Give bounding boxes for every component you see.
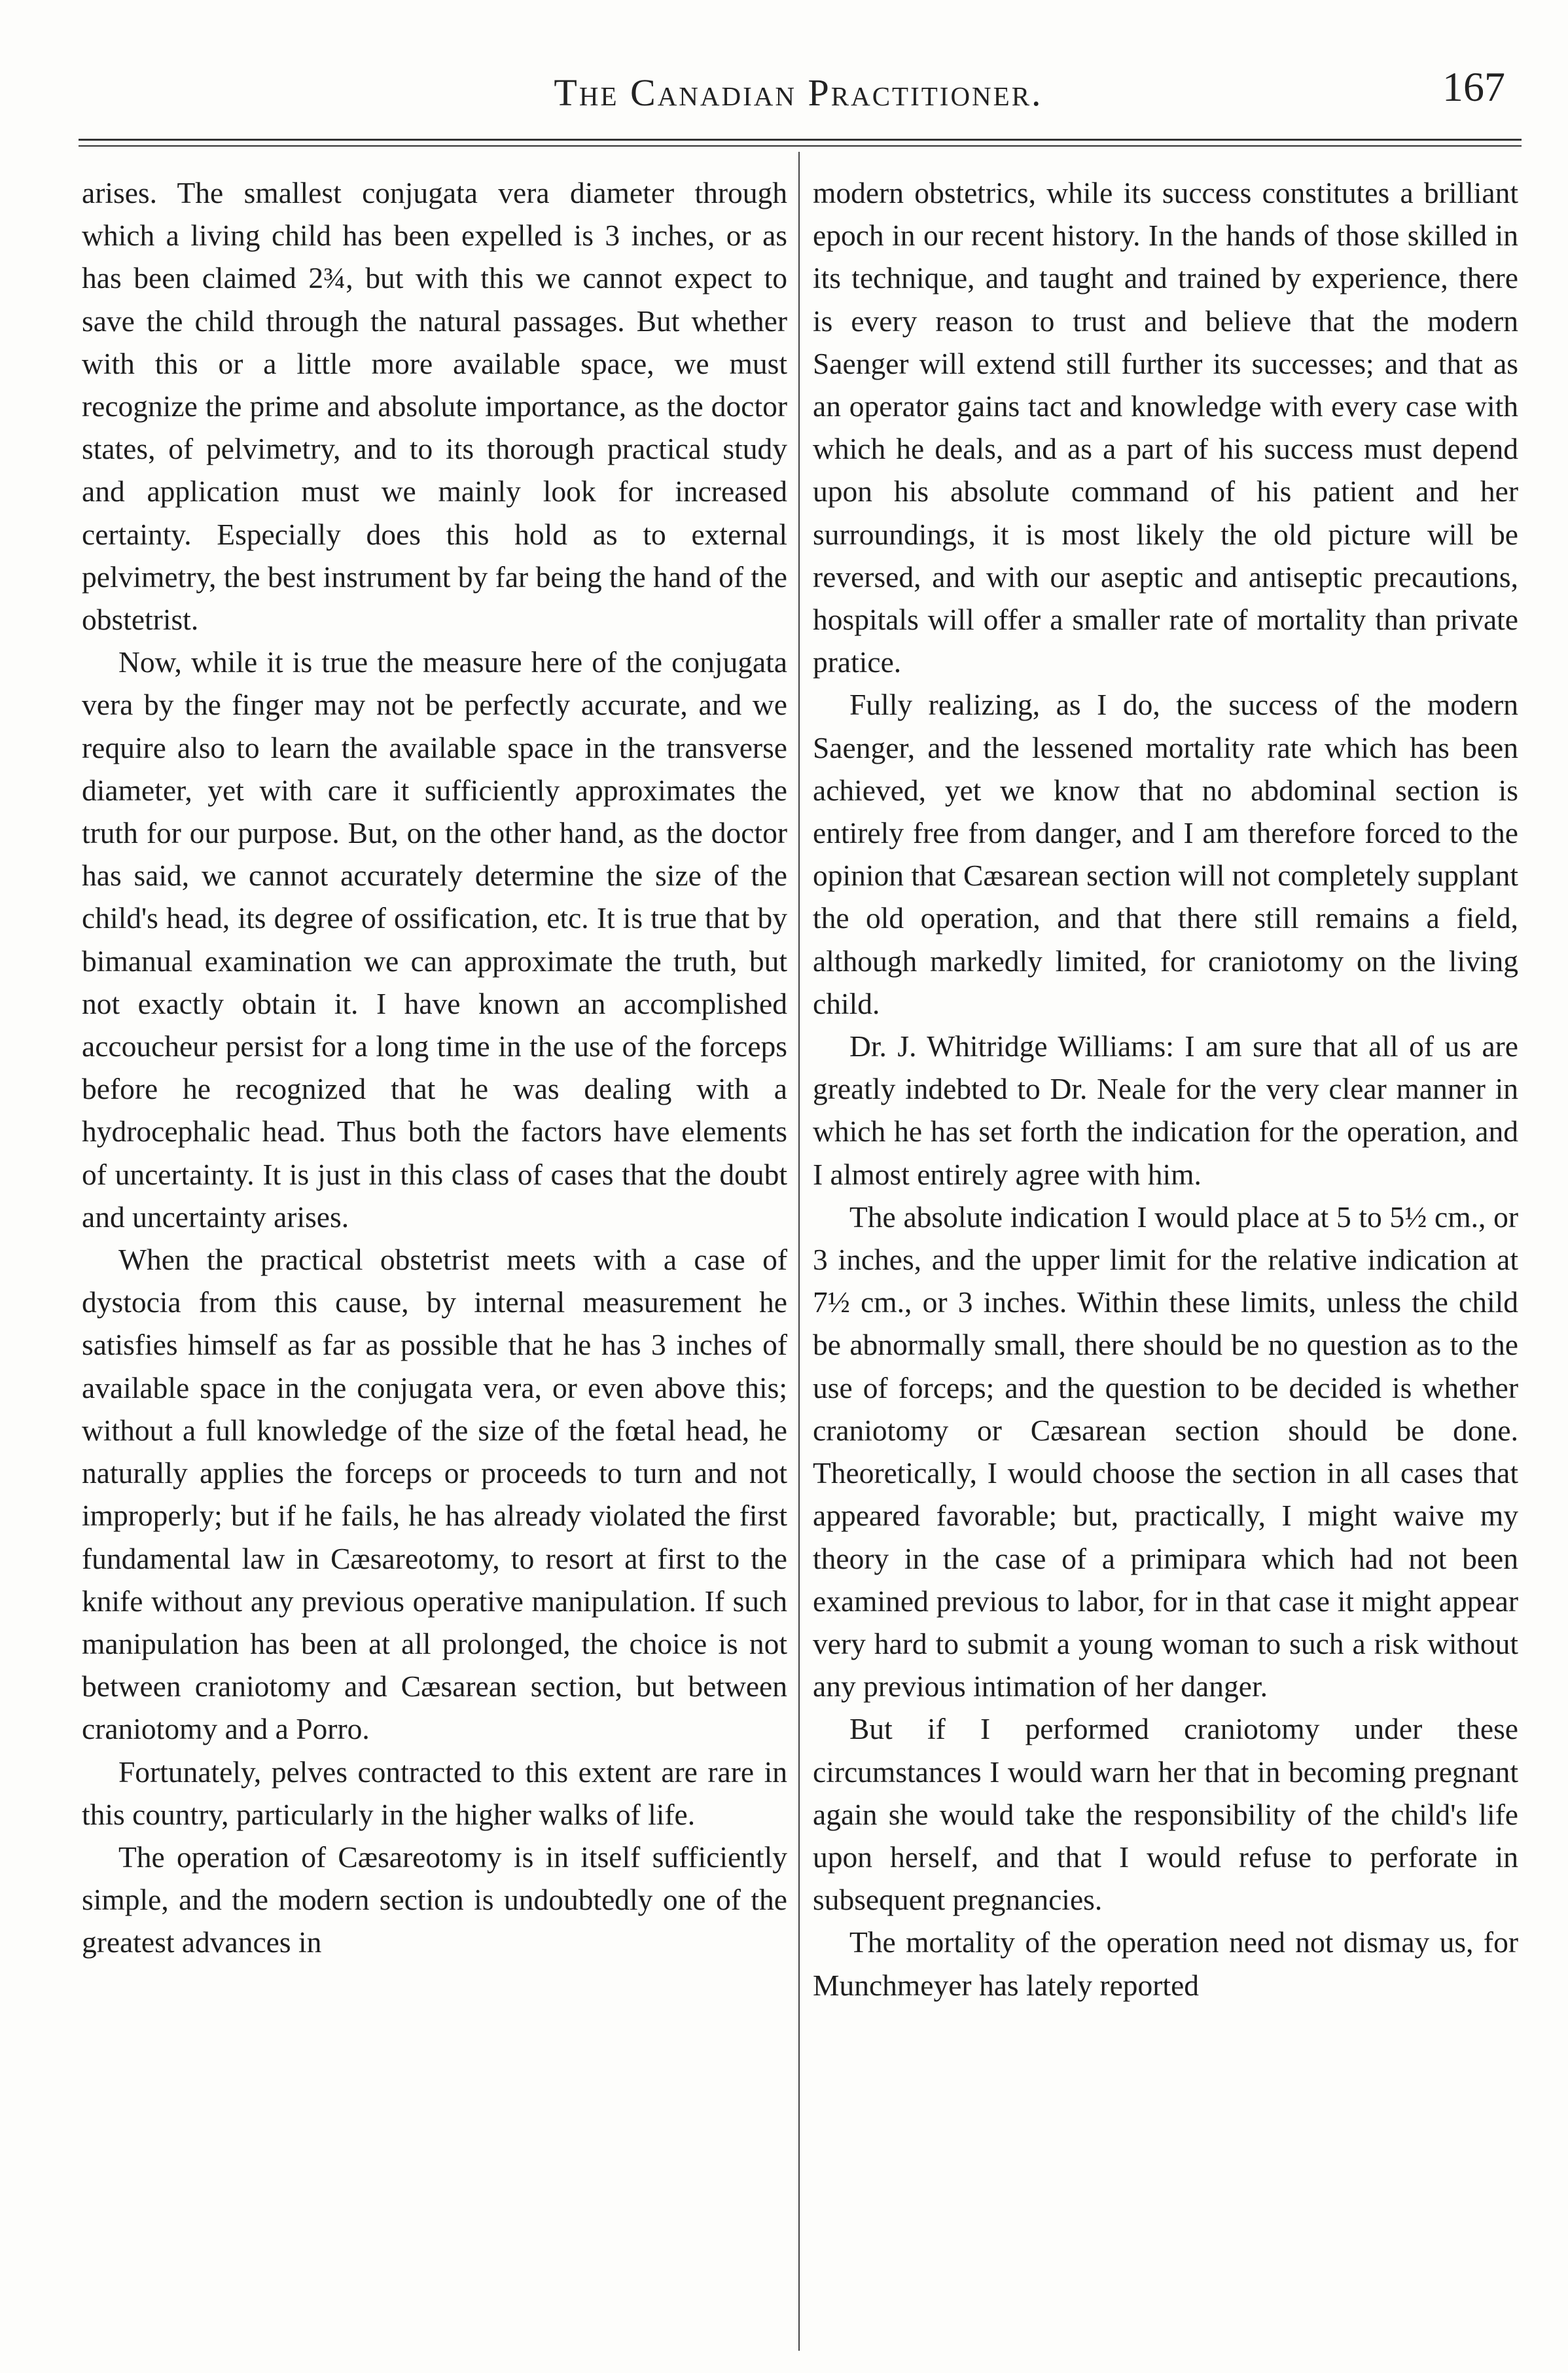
paragraph: modern obstetrics, while its success constitutes a brilliant epoch in our recent history. In the hands of those skilled in its technique, and taught and trained by experience, there is every reason to trust and believe that the modern Saenger will extend still further its successes; and that as an operator gains tact and knowledge with every case with which he deals, and as a part of his success must depend upon his absolute command of his patient and her surroundings, it is most likely the old picture will be reversed, and with our aseptic and antiseptic precautions, hospitals will offer a smaller rate of mortality than private pratice. — [813, 176, 1518, 679]
paragraph: The mortality of the operation need not dismay us, for Munchmeyer has lately reported — [813, 1925, 1518, 2002]
paragraph: The absolute indication I would place at 5 to 5½ cm., or 3 inches, and the upper limit for the relative indication at 7½ cm., or 3 inches. Within these limits, unless the child be abnormally small, there should be no question as to the use of forceps; and the question to be decided is whether craniotomy or Cæsarean section should be done. Theoretically, I would choose the section in all cases that appeared favorable; but, practically, I might waive my theory in the case of a primipara which had not been examined previous to labor, for in that case it might appear very hard to submit a young woman to such a risk without any previous intimation of her danger. — [813, 1200, 1518, 1704]
paragraph: Dr. J. Whitridge Williams: I am sure that all of us are greatly indebted to Dr. Neale for the very clear manner in which he has set forth the indication for the operation, and I almost entirely agree with him. — [813, 1029, 1518, 1191]
paragraph: The operation of Cæsareotomy is in itself sufficiently simple, and the modern section is undoubtedly one of the greatest advances in — [82, 1840, 787, 1959]
left-column — [82, 171, 787, 1964]
column-divider — [798, 152, 800, 2351]
header-rule-bottom — [79, 145, 1522, 147]
running-head — [79, 63, 1518, 130]
right-column — [813, 171, 1518, 2007]
header-rule-top — [79, 139, 1522, 141]
paragraph: Now, while it is true the measure here of the conjugata vera by the finger may not be perfectly accurate, and we require also to learn the available space in the transverse diameter, yet with care it sufficiently approximates the truth for our purpose. But, on the other hand, as the doctor has said, we cannot accurately determine the size of the child's head, its degree of ossification, etc. It is true that by bimanual examination we can approximate the truth, but not exactly obtain it. I have known an accomplished accoucheur persist for a long time in the use of the forceps before he recognized that he was dealing with a hydrocephalic head. Thus both the factors have elements of uncertainty. It is just in this class of cases that the doubt and uncertainty arises. — [82, 645, 787, 1234]
journal-title: The Canadian Practitioner. — [554, 71, 1043, 114]
paragraph: When the practical obstetrist meets with a case of dystocia from this cause, by internal measurement he satisfies himself as far as possible that he has 3 inches of available space in the conjugata vera, or even above this; without a full knowledge of the size of the fœtal head, he naturally applies the forceps or proceeds to turn and not improperly; but if he fails, he has already violated the first fundamental law in Cæsareotomy, to resort at first to the knife without any previous operative manipulation. If such manipulation has been at all prolonged, the choice is not between craniotomy and Cæsarean section, but between craniotomy and a Porro. — [82, 1243, 787, 1746]
page-number: 167 — [1442, 63, 1505, 110]
paragraph: arises. The smallest conjugata vera diameter through which a living child has been expelled is 3 inches, or as has been claimed 2¾, but with this we cannot expect to save the child through the natural passages. But whether with this or a little more available space, we must recognize the prime and absolute importance, as the doctor states, of pelvimetry, and to its thorough practical study and application must we mainly look for increased certainty. Especially does this hold as to external pelvimetry, the best instrument by far being the hand of the obstetrist. — [82, 176, 787, 637]
paragraph: Fortunately, pelves contracted to this extent are rare in this country, particularly in the higher walks of life. — [82, 1755, 787, 1831]
paragraph: Fully realizing, as I do, the success of the modern Saenger, and the lessened mortality rate which has been achieved, yet we know that no abdominal section is entirely free from danger, and I am therefore forced to the opinion that Cæsarean section will not completely supplant the old operation, and that there still remains a field, although markedly limited, for craniotomy on the living child. — [813, 688, 1518, 1020]
paragraph: But if I performed craniotomy under these circumstances I would warn her that in becoming pregnant again she would take the responsibility of the child's life upon herself, and that I would refuse to perforate in subsequent pregnancies. — [813, 1712, 1518, 1917]
